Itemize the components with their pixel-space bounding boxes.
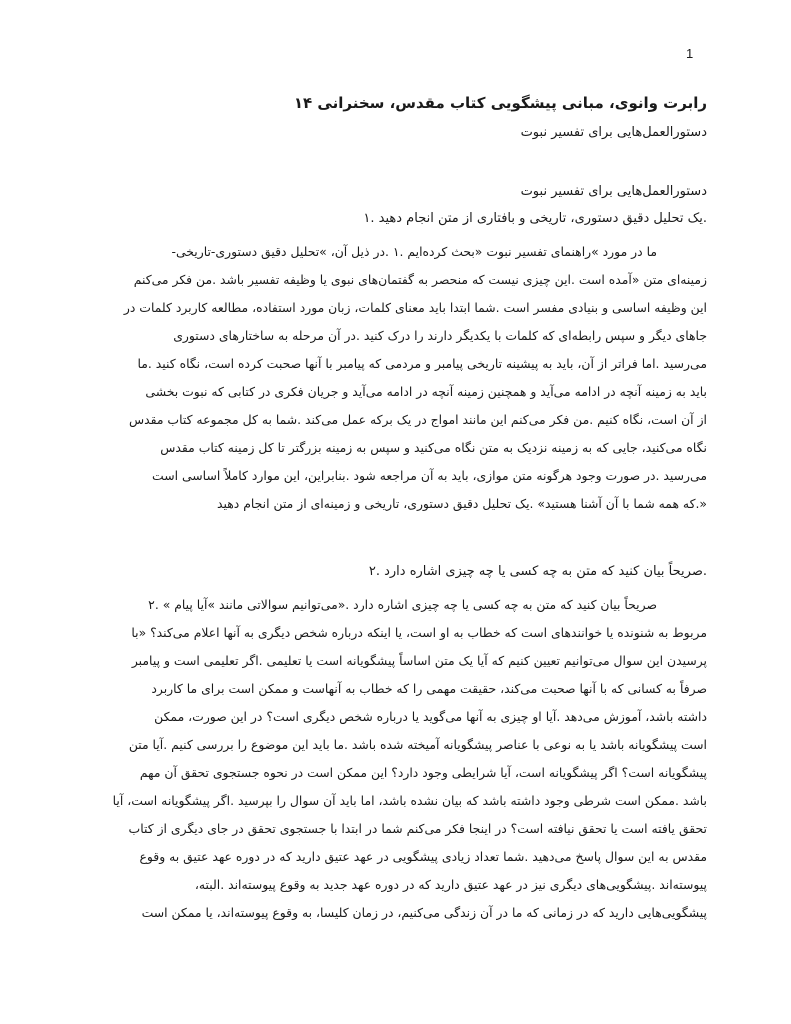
paragraph-line: صرفاً به کسانی که با آنها صحبت می‌کند، حقیقت مهمی را که خطاب به آنهاست و ممکن است برای ما کاربرد (151, 681, 707, 696)
document-subtitle: دستورالعمل‌هایی برای تفسیر نبوت (520, 125, 707, 140)
section-1-heading: .یک تحلیل دقیق دستوری، تاریخی و بافتاری از متن انجام دهید .۱ (363, 211, 707, 226)
paragraph-line: از آن است، نگاه کنیم .من فکر می‌کنم این مانند امواج در یک برکه عمل می‌کند .شما به کل مجموعه کتاب مقدس (128, 412, 707, 427)
paragraph-line: زمینه‌ای متن «آمده است .این چیزی نیست که منحصر به گفتمان‌های نبوی یا وظیفه تفسیر باشد .من فکر می‌کنم (133, 272, 707, 287)
section-group-heading: دستورالعمل‌هایی برای تفسیر نبوت (520, 184, 707, 199)
paragraph-line: مربوط به شنونده یا خوانندهای است که خطاب به او است، یا اینکه درباره شخص دیگری به آنها اعلام می‌کند؟ «با (131, 625, 707, 640)
paragraph-line: پیوسته‌اند .پیشگویی‌های دیگری نیز در عهد عتیق دارید که در دوره عهد جدید به وقوع پیوسته‌اند .البته، (194, 877, 707, 892)
paragraph-line: می‌رسید .اما فراتر از آن، باید به پیشینه تاریخی پیامبر و مردمی که پیامبر با آنها صحبت کرده است، نگاه کنید .ما (137, 356, 707, 371)
paragraph-line: جاهای دیگر و سپس رابطه‌ای که کلمات با یکدیگر دارند را درک کنید .در آن مرحله به ساختارهای دستوری (173, 328, 707, 343)
paragraph-line: باید به زمینه آنچه در ادامه می‌آید و همچنین زمینه آنچه در ادامه می‌آید و جریان فکری در کتابی که نبوت بخشی (145, 384, 707, 399)
document-title: رابرت وانوی، مبانی پیشگویی کتاب مقدس، سخنرانی ۱۴ (293, 94, 707, 112)
section-2-heading: .صریحاً بیان کنید که متن به چه کسی یا چه چیزی اشاره دارد .۲ (368, 564, 707, 579)
section-1-paragraph (95, 238, 707, 518)
paragraph-line: پرسیدن این سوال می‌توانیم تعیین کنیم که آیا یک متن اساساً پیشگویانه است یا تعلیمی .اگر تعلیمی است و پیامبر (131, 653, 707, 668)
paragraph-line: تحقق یافته است یا تحقق نیافته است؟ در اینجا فکر می‌کنم شما در ابتدا با جستجوی تحقق در جای دیگری از کتاب (128, 821, 707, 836)
paragraph-line: ما در مورد »راهنمای تفسیر نبوت «بحث کرده‌ایم .۱ .در ذیل آن، »تحلیل دقیق دستوری-تاریخی- (171, 244, 657, 259)
paragraph-line: پیشگویانه است؟ اگر پیشگویانه است، آیا شرایطی وجود دارد؟ این ممکن است در نحوه جستجوی تحقق آن مهم (139, 765, 707, 780)
paragraph-line: باشد .ممکن است شرطی وجود داشته باشد که بیان نشده باشد، اما باید آن سوال را بپرسید .اگر پیشگویانه است، آیا (112, 793, 707, 808)
paragraph-line: مقدس به این سوال پاسخ می‌دهید .شما تعداد زیادی پیشگویی در عهد عتیق دارید که در دوره عهد عتیق به وقوع (139, 849, 707, 864)
paragraph-line: این وظیفه اساسی و بنیادی مفسر است .شما ابتدا باید معنای کلمات، زبان مورد استفاده، مطالعه کاربرد کلمات در (123, 300, 707, 315)
paragraph-line: است پیشگویانه باشد یا به نوعی با عناصر پیشگویانه آمیخته شده باشد .ما باید این موضوع را بررسی کنیم .آیا متن (128, 737, 707, 752)
paragraph-line: «.که همه شما با آن آشنا هستید» .یک تحلیل دقیق دستوری، تاریخی و زمینه‌ای از متن انجام دهید (216, 496, 707, 511)
paragraph-line: می‌رسید .در صورت وجود هرگونه متن موازی، باید به آن مراجعه شود .بنابراین، این موارد کاملاً اساسی است (152, 468, 707, 483)
paragraph-line: نگاه می‌کنید، جایی که به زمینه نزدیک به متن نگاه می‌کنید و سپس به زمینه بزرگتر تا کل زمینه کتاب مقدس (160, 440, 707, 455)
paragraph-line: داشته باشد، آموزش می‌دهد .آیا او چیزی به آنها می‌گوید یا درباره شخص دیگری است؟ در این صورت، ممکن (154, 709, 707, 724)
section-2-paragraph (95, 591, 707, 927)
page-number: 1 (686, 46, 694, 61)
paragraph-line: پیشگویی‌هایی دارید که در زمانی که ما در آن زندگی می‌کنیم، در زمان کلیسا، به وقوع پیوسته‌اند، یا ممکن است (141, 905, 707, 920)
paragraph-line: صریحاً بیان کنید که متن به چه کسی یا چه چیزی اشاره دارد .«می‌توانیم سوالاتی مانند »آیا پیام » .۲ (148, 597, 657, 612)
